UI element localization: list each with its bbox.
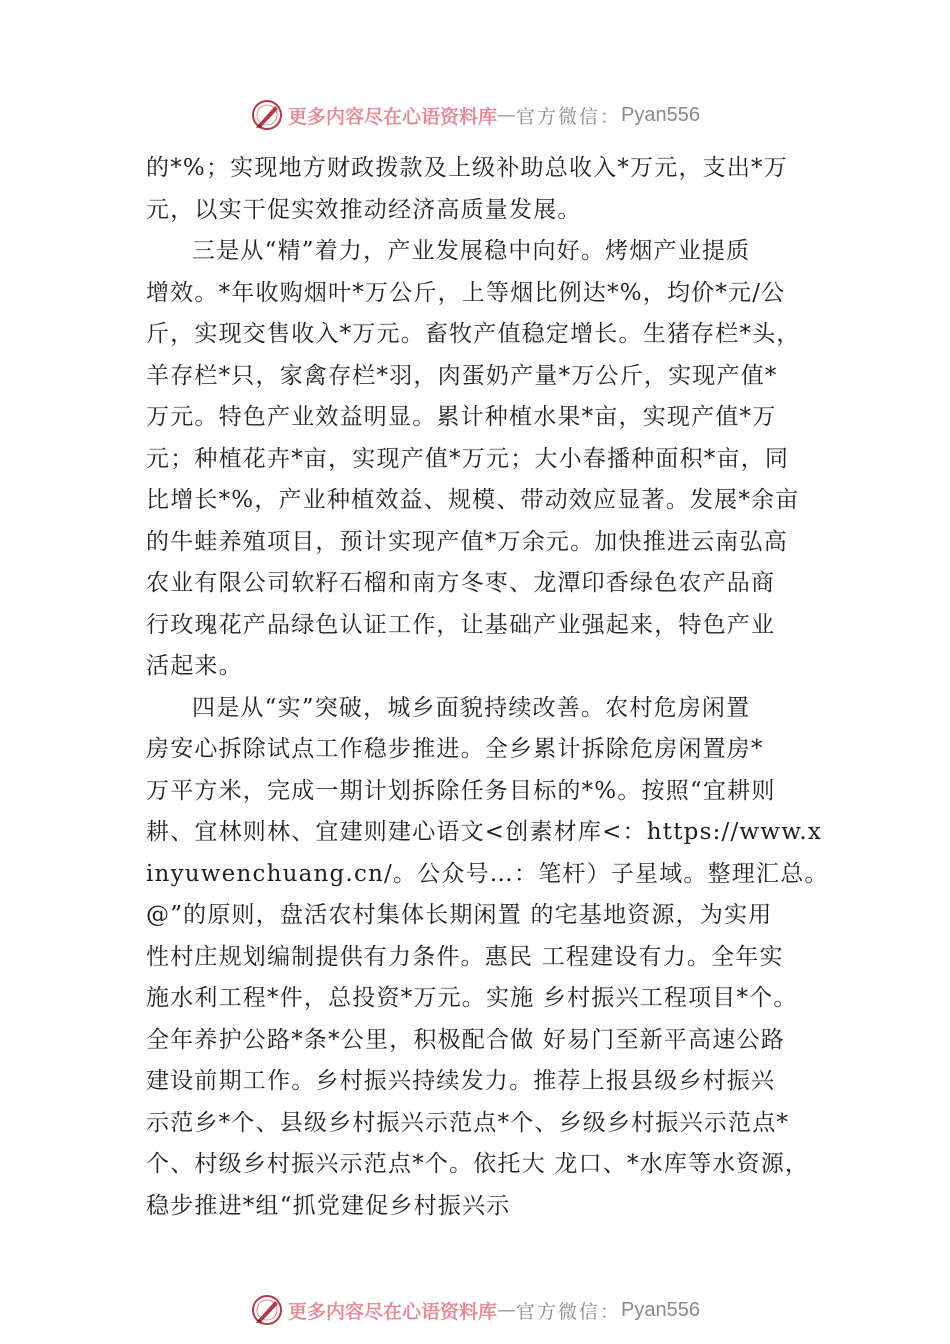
text-line: 房安心拆除试点工作稳步推进。全乡累计拆除危房闲置房* [146,736,764,762]
document-body [146,148,846,1227]
text-line: 农业有限公司软籽石榴和南方冬枣、龙潭印香绿色农产品商 [146,570,776,596]
text-line: 示范乡*个、县级乡村振兴示范点*个、乡级乡村振兴示范点* [146,1109,790,1136]
text-line: 稳步推进*组“抓党建促乡村振兴示 [146,1192,511,1219]
text-line: 增效。*年收购烟叶*万公斤，上等烟比例达*%，均价*元/公 [146,279,786,306]
text-line: 建设前期工作。乡村振兴持续发力。推荐上报县级乡村振兴 [146,1068,776,1094]
text-line: inyuwenchuang.cn/。公众号…：笔杆）子星域。整理汇总。 [146,860,829,887]
text-line: @”的原则，盘活农村集体长期闲置 的宅基地资源，为实用 [146,902,773,928]
banner-wechat-id: Pyan556 [621,1298,700,1321]
footer-banner [0,1290,950,1330]
text-line: 全年养护公路*条*公里，积极配合做 好易门至新平高速公路 [146,1026,785,1053]
text-line: 个、村级乡村振兴示范点*个。依托大 龙口、*水库等水资源， [146,1151,810,1177]
text-line: 行玫瑰花产品绿色认证工作，让基础产业强起来，特色产业 [146,611,776,638]
text-line: 的*%；实现地方财政拨款及上级补助总收入*万元，支出*万 [146,155,788,181]
banner-wechat-id: Pyan556 [621,103,700,126]
text-line: 比增长*%，产业种植效益、规模、带动效应显著。发展*余亩 [146,487,800,513]
banner-official-label: 官方微信： [516,1300,622,1323]
banner-site-name: 更多内容尽在心语资料库 [288,1300,498,1323]
banner-official-label: 官方微信： [516,105,622,128]
text-line: 元，以实干促实效推动经济高质量发展。 [146,196,582,223]
brush-logo-icon [250,1293,284,1327]
text-line: 耕、宜林则林、宜建则建心语文<创素材库<：https://www.x [146,819,823,845]
header-banner [0,95,950,135]
text-line: 的牛蛙养殖项目，预计实现产值*万余元。加快推进云南弘高 [146,528,788,555]
text-line: 万元。特色产业效益明显。累计种植水果*亩，实现产值*万 [146,404,777,430]
paragraph-start-line: 四是从“实”突破，城乡面貌持续改善。农村危房闲置 [192,694,751,721]
banner-site-name: 更多内容尽在心语资料库 [288,105,498,128]
text-line: 元；种植花卉*亩，实现产值*万元；大小春播种面积*亩，同 [146,445,790,472]
text-line: 羊存栏*只，家禽存栏*羽，肉蛋奶产量*万公斤，实现产值* [146,362,778,389]
text-line: 施水利工程*件，总投资*万元。实施 乡村振兴工程项目*个。 [146,985,798,1011]
paragraph-start-line: 三是从“精”着力，产业发展稳中向好。烤烟产业提质 [192,238,751,264]
text-line: 活起来。 [146,653,243,679]
text-line: 斤，实现交售收入*万元。畜牧产值稳定增长。生猪存栏*头， [146,321,801,347]
banner-separator: — [497,104,517,126]
brush-logo-icon [250,98,284,132]
text-line: 万平方米，完成一期计划拆除任务目标的*%。按照“宜耕则 [146,777,776,804]
text-line: 性村庄规划编制提供有力条件。惠民 工程建设有力。全年实 [146,943,784,970]
banner-separator: — [497,1299,517,1321]
